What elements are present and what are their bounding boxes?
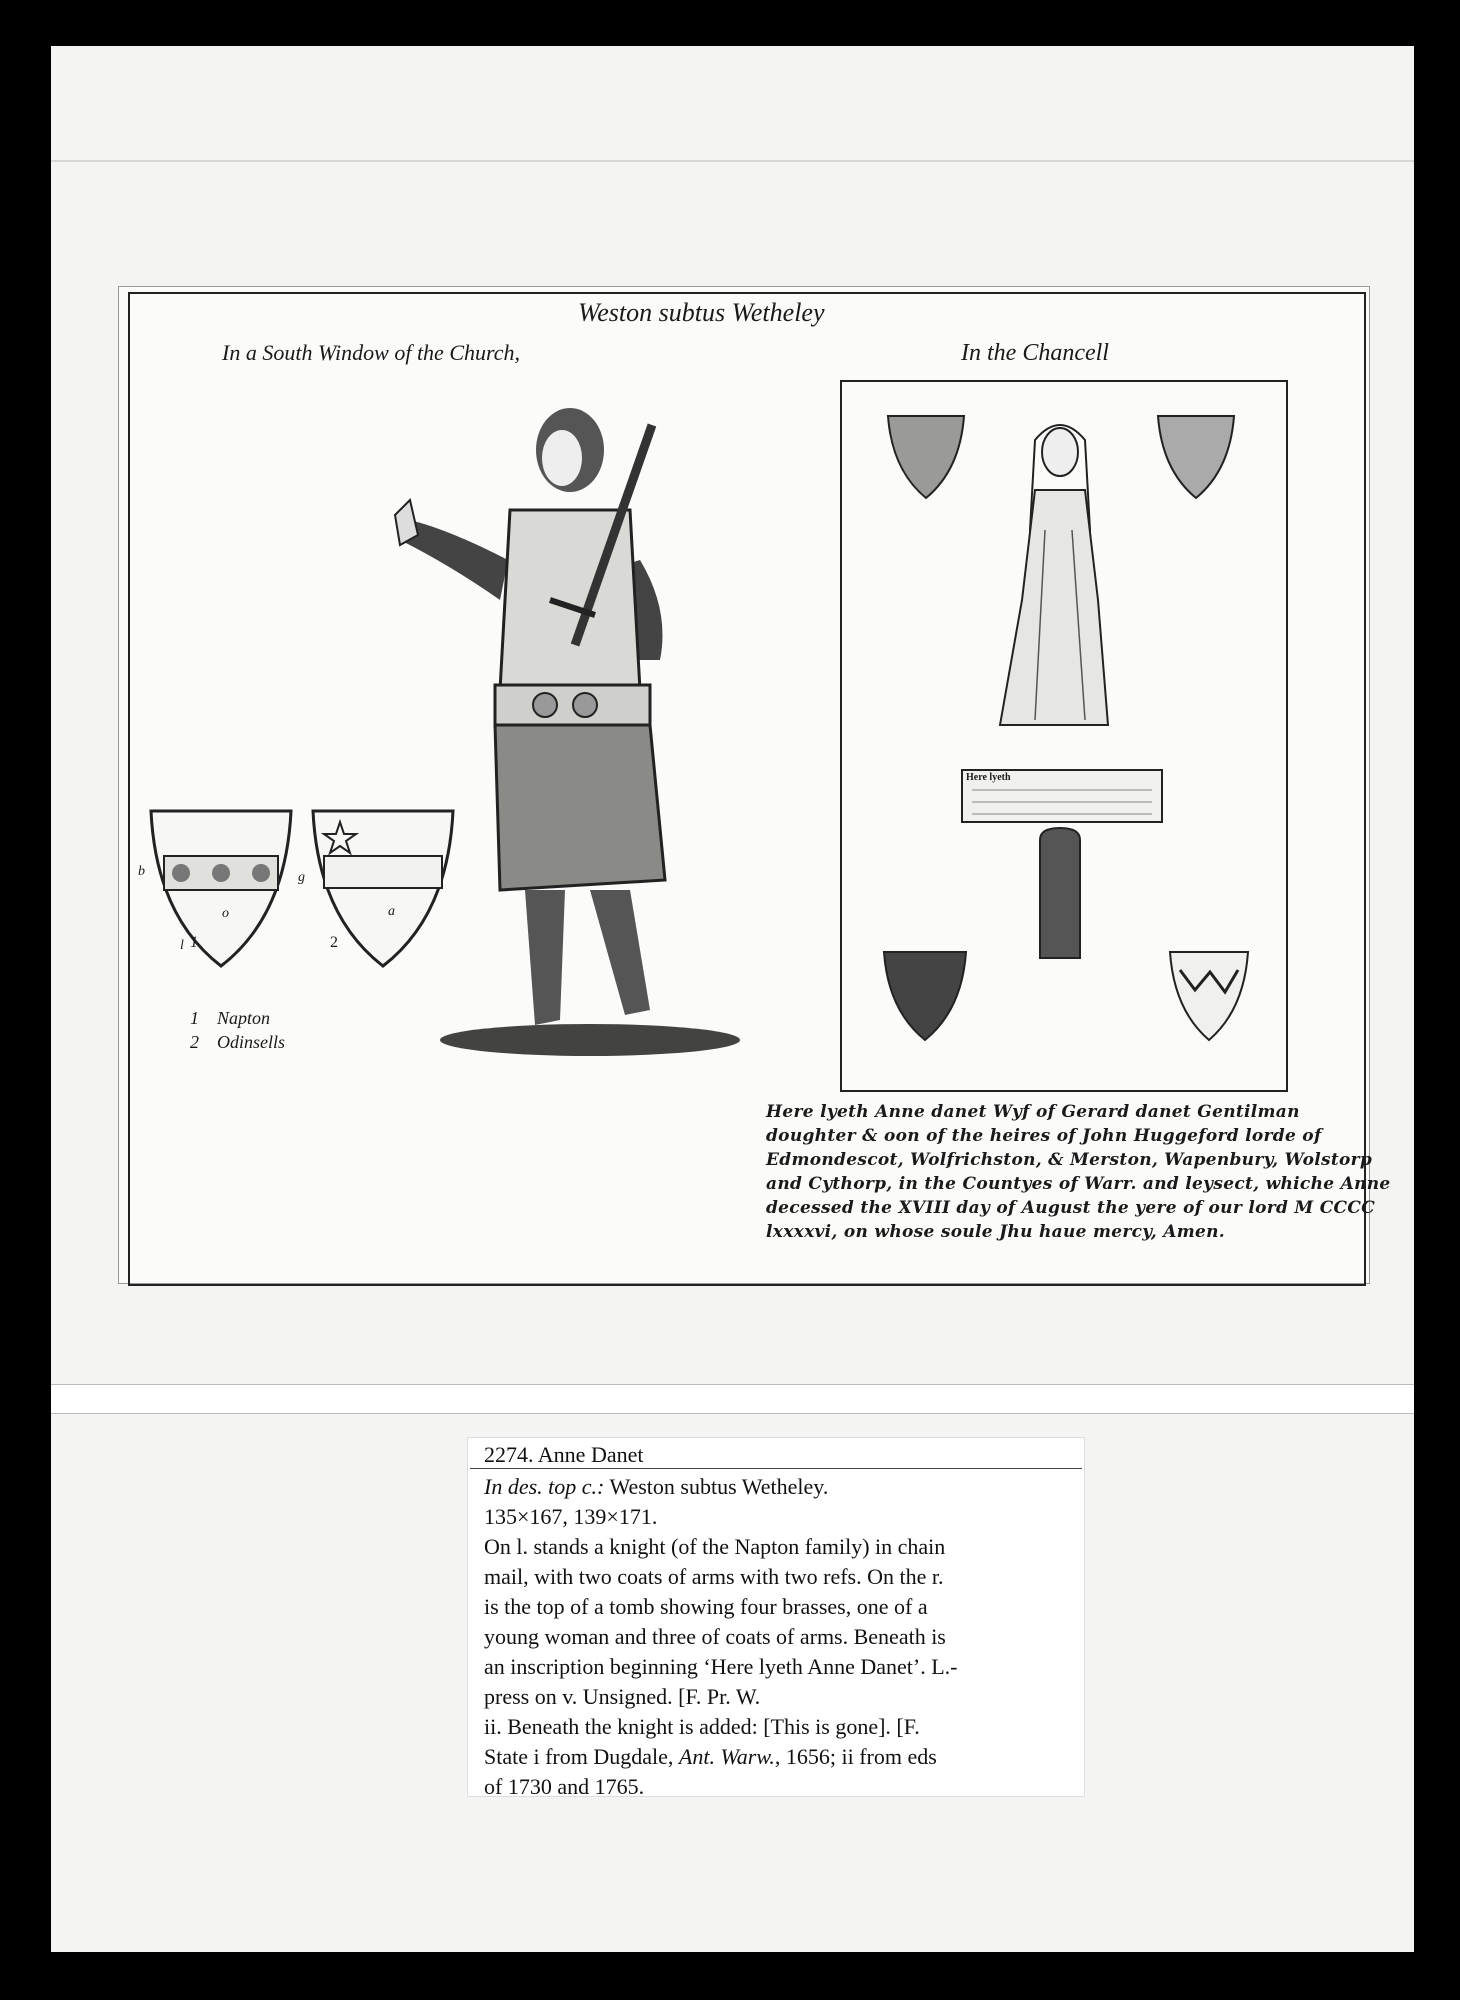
- tomb-plate-text: Here lyeth: [966, 772, 1011, 783]
- catalogue-line-6: young woman and three of coats of arms. Beneath is: [484, 1624, 946, 1649]
- shield-1-label: 1: [190, 934, 198, 951]
- catalogue-line-1: In des. top c.: Weston subtus Wetheley.: [484, 1474, 829, 1499]
- catalogue-heading: 2274. Anne Danet: [484, 1442, 644, 1467]
- catalogue-line-8: press on v. Unsigned. [F. Pr. W.: [484, 1684, 761, 1709]
- tomb-inscription: Here lyeth Anne danet Wyf of Gerard danet Gentilman doughter & oon of the heires of John Huggeford lorde of Edmondescot, Wolfrichston, & Merston, Wapenbury, Wolstorp and Cythorp, in the Countyes of Warr. and leysect, whiche Anne decessed the XVIII day of August the yere of our lord M CCCC lxxxxvi, on whose soule Jhu haue mercy, Amen.: [766, 1102, 1391, 1242]
- catalogue-line-5: is the top of a tomb showing four brasses, one of a: [484, 1594, 928, 1619]
- arms-key: [190, 1006, 285, 1054]
- tomb-brasses: [840, 380, 1284, 1088]
- south-window-heading: In a South Window of the Church,: [222, 340, 521, 365]
- tincture-a: a: [388, 904, 395, 919]
- shield-2-label: 2: [330, 934, 338, 951]
- arms-key-row-2: 2 Odinsells: [190, 1032, 286, 1052]
- tincture-o: o: [222, 906, 229, 921]
- catalogue-line-4: mail, with two coats of arms with two refs. On the r.: [484, 1564, 944, 1589]
- catalogue-line-9: ii. Beneath the knight is added: [This is gone]. [F.: [484, 1714, 920, 1739]
- tincture-b: b: [138, 864, 145, 879]
- catalogue-line-7: an inscription beginning ‘Here lyeth Anne Danet’. L.-: [484, 1654, 958, 1679]
- sheet-crease: [51, 160, 1414, 162]
- tincture-l: l: [180, 938, 184, 953]
- catalogue-rule: [470, 1468, 1082, 1469]
- paper-fold: [51, 1384, 1414, 1414]
- catalogue-line-10: State i from Dugdale, Ant. Warw., 1656; ii from eds: [484, 1744, 937, 1769]
- catalogue-line-11: of 1730 and 1765.: [484, 1774, 645, 1799]
- catalogue-line-2: 135×167, 139×171.: [484, 1504, 658, 1529]
- chancell-heading: In the Chancell: [961, 340, 1109, 366]
- tincture-g: g: [298, 870, 305, 885]
- napton-shield: [146, 806, 296, 976]
- arms-key-row-1: 1 Napton: [190, 1008, 271, 1028]
- catalogue-line-3: On l. stands a knight (of the Napton family) in chain: [484, 1534, 946, 1559]
- engraving-title: Weston subtus Wetheley: [578, 298, 825, 327]
